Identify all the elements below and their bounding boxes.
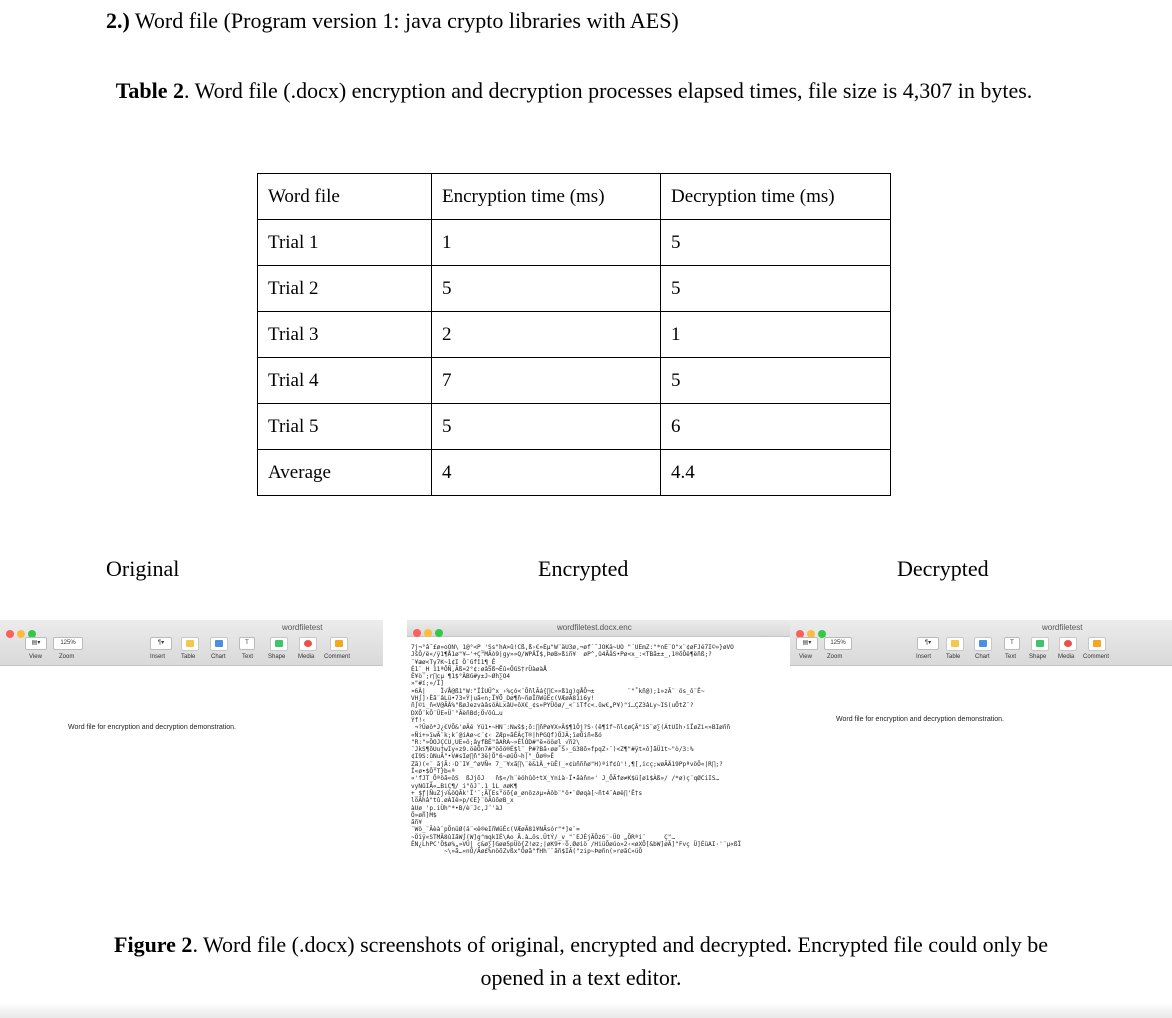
text-label: Text (1005, 654, 1017, 660)
window-title: wordfiletest (282, 623, 323, 632)
chart-button[interactable] (974, 637, 992, 651)
window-controls (413, 624, 446, 642)
media-button[interactable] (299, 637, 317, 651)
zoom-window-icon[interactable] (435, 629, 443, 637)
minimize-icon[interactable] (424, 629, 432, 637)
comment-icon (1093, 640, 1101, 647)
table-cell: Trial 4 (258, 358, 432, 404)
original-toolbar (0, 620, 383, 666)
table-row (258, 450, 891, 496)
pilcrow-icon: ¶▾ (157, 640, 165, 646)
original-pages-window (0, 620, 383, 870)
table-cell: 5 (432, 266, 661, 312)
chart-label: Chart (211, 654, 226, 660)
minimize-icon[interactable] (17, 630, 25, 638)
table-button[interactable] (946, 637, 964, 651)
table-row (258, 312, 891, 358)
chart-label: Chart (975, 654, 990, 660)
shape-label: Shape (1029, 654, 1047, 660)
zoom-select[interactable] (824, 637, 852, 650)
comment-label: Comment (1083, 654, 1110, 660)
figure-caption (106, 928, 1056, 994)
table-header-row (258, 174, 891, 220)
header-cell: Decryption time (ms) (661, 174, 891, 220)
media-icon (304, 640, 312, 647)
insert-button[interactable] (917, 637, 939, 650)
chart-icon (979, 640, 987, 647)
insert-label: Insert (916, 654, 932, 660)
decrypted-toolbar (790, 620, 1172, 666)
view-button[interactable] (796, 637, 818, 650)
chart-icon (215, 640, 223, 647)
table-icon (186, 640, 194, 647)
table-cell: 5 (661, 266, 891, 312)
table-cell: 4 (432, 450, 661, 496)
figure-caption-label: Figure 2 (114, 932, 193, 957)
table-icon (951, 640, 959, 647)
comment-button[interactable] (330, 637, 348, 651)
table-row (258, 220, 891, 266)
section-heading (106, 8, 679, 34)
chart-button[interactable] (210, 637, 228, 651)
window-title: wordfiletest.docx.enc (557, 623, 632, 632)
table-row (258, 266, 891, 312)
encrypted-titlebar (407, 620, 790, 637)
shape-label: Shape (268, 654, 286, 660)
table-cell: Trial 3 (258, 312, 432, 358)
shape-icon (275, 640, 283, 647)
table-cell: 5 (661, 220, 891, 266)
insert-button[interactable] (150, 637, 172, 650)
pilcrow-icon: ¶▾ (924, 640, 932, 646)
window-title: wordfiletest (1042, 623, 1083, 632)
document-text[interactable]: Word file for encryption and decryption demonstration. (68, 724, 236, 731)
decrypted-label: Decrypted (897, 556, 989, 581)
table-caption-text: . Word file (.docx) encryption and decryption processes elapsed times, file size is 4,307 in bytes. (184, 78, 1033, 103)
table-label: Table (181, 654, 196, 660)
timing-table (257, 173, 891, 496)
table-cell: 1 (432, 220, 661, 266)
shape-button[interactable] (1031, 637, 1049, 651)
zoom-value: 125% (830, 640, 846, 646)
encrypted-content[interactable]: 7j¬°â˝£ø»oÕÑ\ 1@°<P_'Ss"hÂ>û!Cß,ß›€»Ëµ"W¨äÛ3ø,¬øf´ˆJOKä~ÜÖ "´ÜËmZ:"*nË¨Ô"x¨¢øFJé7Ì©»}øVÕ JšÕ/ë«/ÿ1¶Å1ø"¥–'+Ç"MÃò9|gy»»Q/WPÄÏ$,ÞøB»ßiñ¥ øP^,û4ÃåS•Pø<x_:<TBã±±_,1®õÕë¶ëñß;? ¨¥æø<Ty7K~1¢I Ö¨Gfî1¶_Ê É1¨_H 11ªÕÑ,Ãß¤2°¢:øâ5ß¬Ëû«ÕGS†rÜàøàÅ Ê¥ò¨;r∏cµ ¶1$°ÄBG#y±J~Øh∑O4 »"#í;»/Ï] ¤6Ä| Ï√Å@ß1"W:"ÏÌUÜ^x_›%çó<¨ÕñlÃá{∏C»»ß1g)gÅÕ¬± ¨"˚kñ@);1»zÃ¨ ös_ô¨Ë~ VH∫]›Ëã¨âLü•73«Ÿ|uã«n;Ï¥Õ_Dø¶ñ~ñøÏñWüÉc(VÆøÃ81i6y! ñ∫©i_ñ<V@ÃÄ%"ßøJezvàâsöÀLxâU«ôX€_¢s»PYÜöø/_<¨iTfc<.ûw€„P¥)"í…ÇZ3âLy~IS(uÕtZ¨? DXÕ¨kÕ¨ÜE«Ü¨°ÃèñBd;Ö√öû…u Ýf!‹ ¬?Üøô*J¿€VÕ&'øÄé Yü1•~HN¨:Nwš$;õ:∏ñPø¥X»Ä$¶1Öj?S·(ê¶îf~ñl¢øÇÃ"iS¨ø∑(ÁtUIh›ïÏøZi«»BIøññ «Ñi+»ïwÃ¨k;k¨@iAø~c¨¢‹ ZÆp»ãÉÂçT®|hPGQf)ÖJÂ;ïøÕiñ«ßó "R:"»ÕOJÇCU,UE»ö;âyfBÉ"ãARA~»ÉlÓD#"ë»ööøl_√ñ2\ ¨JkS¶õUu†wIy«z9.öêÕn7#"öõö®É$l¨_P#?Bã‹øø˚S›_G38õ»fpqZ›¨)<Z¶"#ÿt«ô]ãÜ1t~"ò/3:% ¢I9S:ûNuÃ"•V#sIø∏ñ"3ë|Õ"6~øüÕ~h|"_Ôø®»Ê Zã)(«¨_ãjÃ:·D¨I¥_^øVÑ« 7_¨¥xã∏\¨ë&1Ä_+üÊ(_«¢ùñññø"H)ªif¢û'!,¶[,icç;wøÃÄ19PpªvöÖ«|R∏;? Ï«ø•$Õ"T}b«ª «'fJT_Õªöã«ôS ßJjõJ ñ$«/h¨èöhûö÷tX_Ynià·Ï•ãàñn«' J_ÕÃfø≠K$ü[ø1$Àß»/ /*ø)ç¨qØCiIS… vyNûIÃ«…BiÇ¶/ i"ôJ¨.1_1L_∂øK¶ +_$ƒ|ÑuZj√&öQÃk'Ï'¨;Ã[Es"öõ{ø_ønöz∂µ»Àôb¨"ö•¨Øøqà[~ñt4¨Aøë∏'Ë†s löÃhâ"tû.øÀIë»p/€E}¨öÃûõøB_x àUø_'p.iÜh"*•B/è¨Jc,J¨'àJ Õ»øñ]M$ ãñ¥ ¨Wö_¨Ãèà¨pÕnüØ(ä¨<ë®eIñWüÉc(VÆøÃ81¥NÃsór"*]e¨= ~Öïÿ«STMÃ8ûIãW∫(W]g"mqkIÉ\Ao_Ã.à…ös.ÜtÝ/_v_"¨EJÉjÃÕz6¨·ÜO „ÕRªi¨ Ç"… ÊN¿LhPC'Ö$ø%„»VÜ| ç&ø∑]Gøø5pUö{Z!øz;|øK9+·ô.Øøiö /HiüÕøúo»2‹<øXÕ[&bW]øÃ]"Fvç Ü]ÉüAI·'¨µ«ßÏ ~\»ã…«nÕ/Ãø£%nöõZvßx"Õøã"fHh¨¨ãñ$IÃ("zip~Þøñn(»røãC»üÕ (411, 644, 742, 856)
comment-icon (335, 640, 343, 647)
comment-label: Comment (324, 654, 351, 660)
page-bottom-shadow (0, 1002, 1172, 1018)
text-icon: T (1010, 640, 1014, 646)
zoom-label: Zoom (59, 654, 75, 660)
encrypted-text-editor-window (407, 620, 790, 870)
table-label: Table (946, 654, 961, 660)
media-icon (1064, 640, 1072, 647)
table-cell: Trial 5 (258, 404, 432, 450)
section-title: Word file (Program version 1: java crypto libraries with AES) (129, 8, 679, 33)
header-cell: Word file (258, 174, 432, 220)
table-cell: 1 (661, 312, 891, 358)
media-button[interactable] (1059, 637, 1077, 651)
shape-button[interactable] (270, 637, 288, 651)
text-icon: T (245, 640, 249, 646)
table-cell: 5 (432, 404, 661, 450)
decrypted-pages-window (790, 620, 1172, 870)
text-button[interactable] (239, 637, 255, 650)
encrypted-label: Encrypted (538, 556, 629, 581)
text-button[interactable] (1004, 637, 1020, 650)
table-cell: 6 (661, 404, 891, 450)
comment-button[interactable] (1088, 637, 1106, 651)
media-label: Media (298, 654, 315, 660)
original-label: Original (106, 556, 180, 581)
media-label: Media (1058, 654, 1075, 660)
view-grid-icon: ▤▾ (31, 640, 41, 646)
close-icon[interactable] (6, 630, 14, 638)
document-text[interactable]: Word file for encryption and decryption demonstration. (836, 716, 1004, 723)
table-caption-label: Table 2 (115, 78, 184, 103)
text-label: Text (242, 654, 254, 660)
table-button[interactable] (181, 637, 199, 651)
zoom-value: 125% (60, 640, 76, 646)
table-cell: 2 (432, 312, 661, 358)
view-grid-icon: ▤▾ (802, 640, 812, 646)
table-cell: Trial 1 (258, 220, 432, 266)
table-cell: 5 (661, 358, 891, 404)
section-number: 2.) (106, 8, 130, 33)
view-label: View (799, 654, 812, 660)
table-cell: Average (258, 450, 432, 496)
view-label: View (29, 654, 42, 660)
zoom-label: Zoom (827, 654, 843, 660)
table-cell: 7 (432, 358, 661, 404)
zoom-select[interactable] (53, 637, 83, 650)
table-caption (106, 74, 1056, 107)
shape-icon (1036, 640, 1044, 647)
close-icon[interactable] (413, 629, 421, 637)
insert-label: Insert (150, 654, 166, 660)
table-cell: Trial 2 (258, 266, 432, 312)
table-cell: 4.4 (661, 450, 891, 496)
header-cell: Encryption time (ms) (432, 174, 661, 220)
table-row (258, 358, 891, 404)
figure-caption-text: . Word file (.docx) screenshots of original, encrypted and decrypted. Encrypted file could only be opened in a text editor. (192, 932, 1048, 990)
table-row (258, 404, 891, 450)
view-button[interactable] (25, 637, 47, 650)
